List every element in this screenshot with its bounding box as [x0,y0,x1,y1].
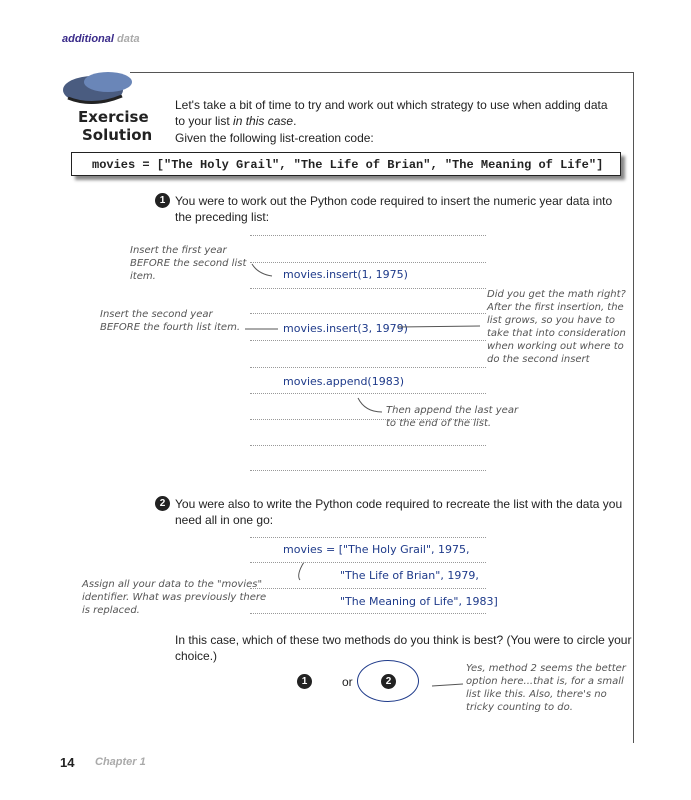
answer-insert-1975: movies.insert(1, 1975) [283,268,408,281]
given-text: Given the following list-creation code: [175,131,374,145]
answer-line [250,562,486,563]
badge-line2: Solution [82,126,153,144]
answer-list-line3: "The Meaning of Life", 1983] [340,595,498,608]
answer-line [250,588,486,589]
answer-line [250,613,486,614]
note-first-year: Insert the first year BEFORE the second list item. [130,245,247,282]
option-1: 1 [297,674,312,689]
note-assign: Assign all your data to the "movies" identifier. What was previously there is replaced. [82,579,267,616]
question-2-text: You were also to write the Python code required to recreate the list with the data you need all in one go: [175,497,623,527]
running-header [62,33,140,45]
question-1-text: You were to work out the Python code required to insert the numeric year data into the preceding list: [175,194,613,224]
sneakers-icon [58,60,138,110]
answer-line [250,445,486,446]
note-second-year: Insert the second year BEFORE the fourth list item. [100,309,240,333]
page-number: 14 [60,755,75,770]
note-append: Then append the last year to the end of the list. [386,405,519,429]
answer-line [250,340,486,341]
answer-list-line1: movies = ["The Holy Grail", 1975, [283,543,470,556]
answer-line [250,235,486,236]
or-text: or [342,675,353,689]
badge-line1: Exercise [78,108,149,126]
answer-line [250,367,486,368]
question-3-text: In this case, which of these two methods do you think is best? (You were to circle your choice.) [175,633,632,663]
intro-italic: in this case [233,114,294,128]
intro-main: Let's take a bit of time to try and work out which strategy to use when adding data to your list [175,98,608,128]
option-2: 2 [381,674,396,689]
intro-text [175,97,620,129]
note-method-2: Yes, method 2 seems the better option here...that is, for a small list like this. Also, there's no tricky counting to do. [466,663,626,713]
answer-line [250,313,486,314]
answer-append-1983: movies.append(1983) [283,375,405,388]
code-box: movies = ["The Holy Grail", "The Life of Brian", "The Meaning of Life"] [71,152,621,176]
header-section: additional [62,33,114,45]
answer-line [250,470,486,471]
answer-line [250,288,486,289]
answer-insert-1979: movies.insert(3, 1979) [283,322,408,335]
answer-list-line2: "The Life of Brian", 1979, [340,569,479,582]
chapter-label: Chapter 1 [95,756,146,768]
intro-end: . [293,114,297,128]
answer-line [250,393,486,394]
question-number-2: 2 [155,496,170,511]
answer-line [250,537,486,538]
header-section2: data [117,33,140,45]
answer-line [250,262,486,263]
note-math: Did you get the math right? After the first insertion, the list grows, so you have to take that into consideration when working out where to do the second insert [487,289,626,365]
exercise-solution-badge [78,108,152,144]
question-number-1: 1 [155,193,170,208]
